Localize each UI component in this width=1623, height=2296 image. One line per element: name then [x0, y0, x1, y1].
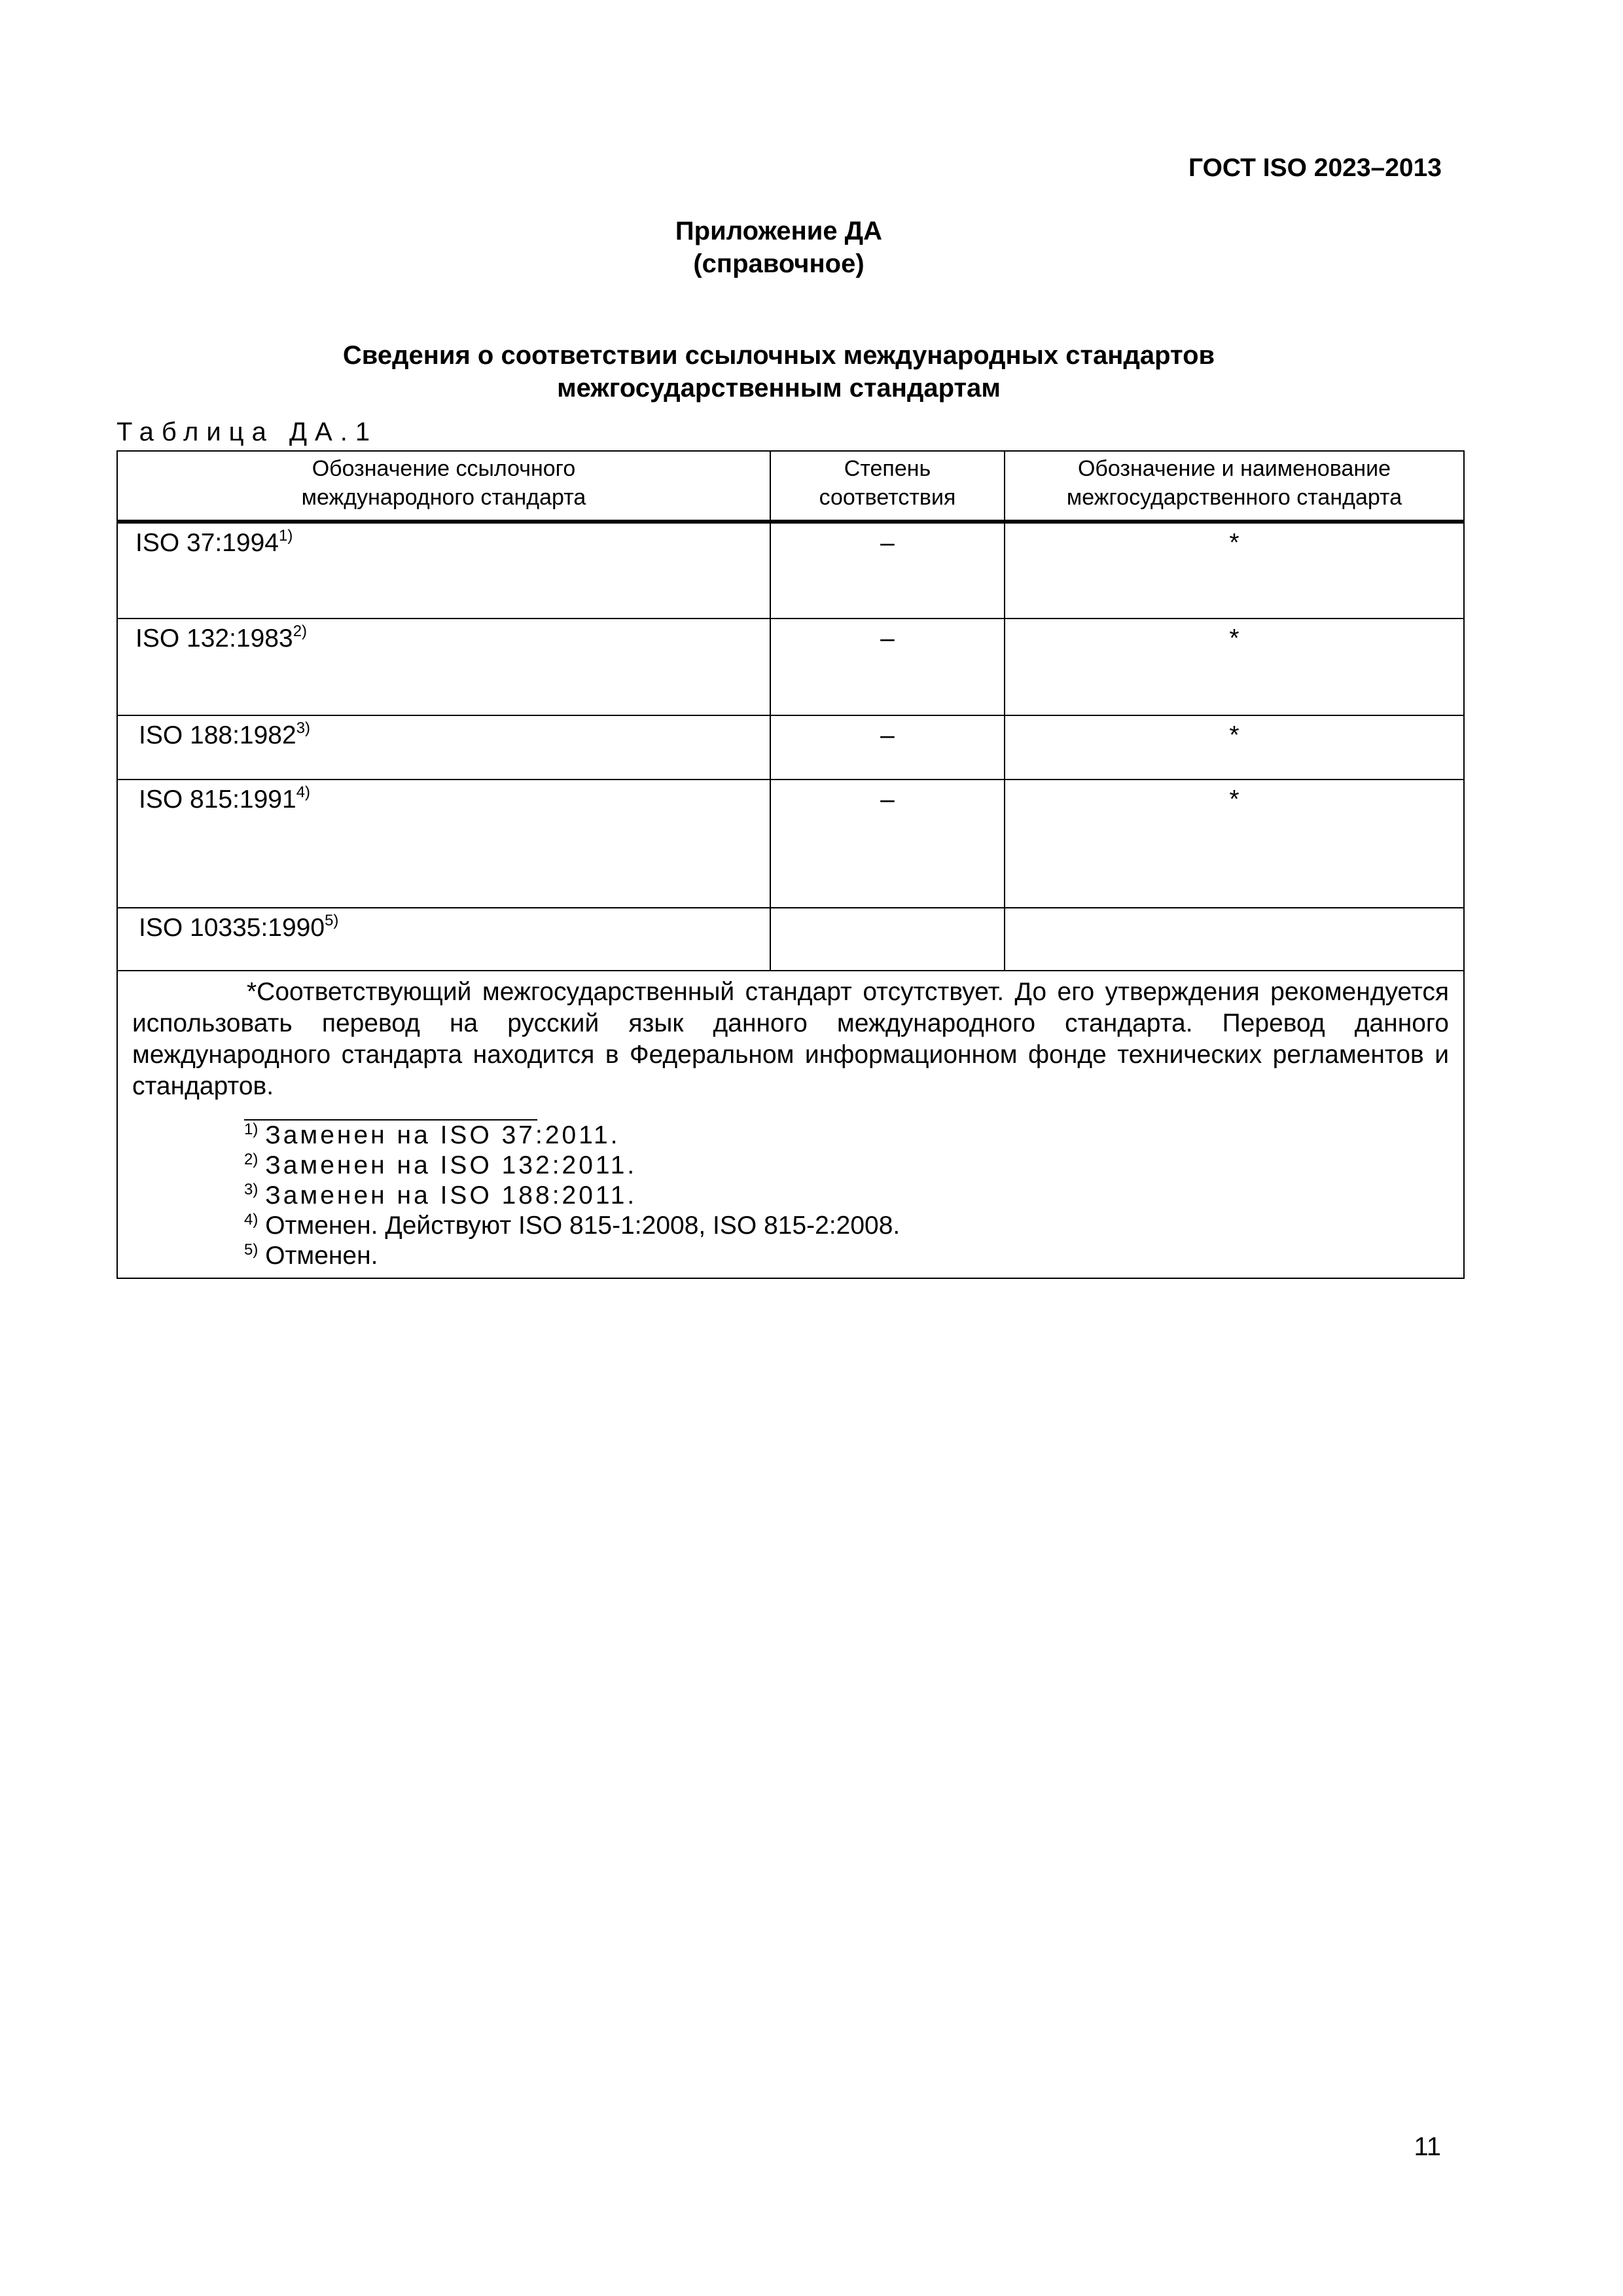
cell-interstate: *	[1005, 715, 1464, 780]
cell-degree: –	[770, 522, 1005, 619]
standards-table	[116, 450, 1465, 1279]
table-row	[117, 780, 1464, 908]
cell-interstate: *	[1005, 619, 1464, 715]
footnote-ref: 5)	[325, 912, 339, 929]
appendix-subtitle: (справочное)	[693, 249, 865, 278]
header-compliance-degree: Степень соответствия	[770, 451, 1005, 522]
footnote-ref: 3)	[296, 719, 311, 737]
appendix-title: Приложение ДА	[675, 217, 883, 245]
cell-standard: ISO 132:1983$^{2)}$	[117, 619, 770, 715]
cell-interstate	[1005, 908, 1464, 971]
footnote-ref: 1)	[279, 527, 293, 545]
document-code: ГОСТ ISO 2023–2013	[1188, 154, 1442, 182]
table-row	[117, 908, 1464, 971]
cell-standard: ISO 10335:1990$^{5)}$	[117, 908, 770, 971]
cell-standard: ISO 37:1994$^{1)}$	[117, 522, 770, 619]
table-note-row	[117, 971, 1464, 1278]
footnote-ref: 4)	[296, 783, 311, 801]
footnote-item: $^{5)}$ Отменен.	[244, 1241, 378, 1270]
footnote-ref: 2)	[293, 622, 308, 640]
cell-standard: ISO 188:1982$^{3)}$	[117, 715, 770, 780]
cell-standard: ISO 815:1991$^{4)}$	[117, 780, 770, 908]
footnote-item: $^{4)}$ Отменен. Действуют ISO 815-1:2008, ISO 815-2:2008.	[244, 1211, 901, 1240]
table-header-row	[117, 451, 1464, 522]
cell-degree: –	[770, 780, 1005, 908]
footnote-item: $^{2)}$ Заменен на ISO 132:2011.	[244, 1151, 637, 1179]
table-row	[117, 522, 1464, 619]
section-title-line2: межгосударственным стандартам	[557, 374, 1001, 403]
header-reference-standard: Обозначение ссылочного международного стандарта	[117, 451, 770, 522]
page-number: 11	[1414, 2132, 1441, 2161]
table-label: Таблица ДА.1	[116, 418, 378, 446]
cell-interstate: *	[1005, 780, 1464, 908]
header-interstate-standard: Обозначение и наименование межгосударственного стандарта	[1005, 451, 1464, 522]
table-row	[117, 715, 1464, 780]
table-note	[117, 971, 1464, 1278]
footnote-item: $^{1)}$ Заменен на ISO 37:2011.	[244, 1121, 620, 1149]
section-title-line1: Сведения о соответствии ссылочных международных стандартов	[342, 341, 1215, 370]
footnote-item: $^{3)}$ Заменен на ISO 188:2011.	[244, 1181, 637, 1210]
cell-interstate: *	[1005, 522, 1464, 619]
cell-degree: –	[770, 619, 1005, 715]
table-row	[117, 619, 1464, 715]
cell-degree	[770, 908, 1005, 971]
note-text: *Соответствующий межгосударственный стандарт отсутствует. До его утверждения рекомендуется использовать перевод на русский язык данного международного стандарта. Перевод данного международного стандарта находится в Федеральном информационном фонде технических регламентов и стандартов.	[132, 978, 1449, 1100]
cell-degree: –	[770, 715, 1005, 780]
